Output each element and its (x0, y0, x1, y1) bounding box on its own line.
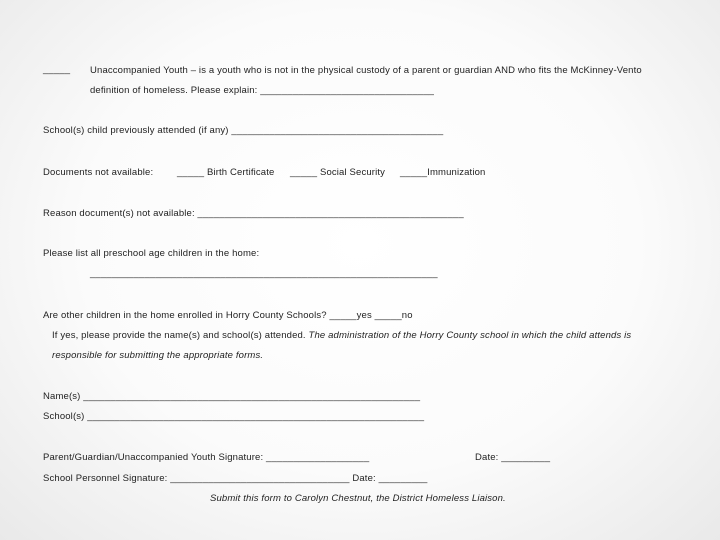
parent-signature-field[interactable]: Parent/Guardian/Unaccompanied Youth Signature: ___________________ (43, 452, 370, 463)
reason-field[interactable]: Reason document(s) not available: _________________________________________________ (43, 208, 464, 219)
enrolled-instructions-line2: responsible for submitting the appropriate forms. (52, 350, 264, 361)
enrolled-instructions-italic: The administration of the Horry County school in which the child attends is (308, 330, 632, 341)
social-security-option[interactable]: _____ Social Security (290, 167, 386, 178)
personnel-signature-field[interactable]: School Personnel Signature: _________________________________ Date: _________ (43, 473, 428, 484)
names-field[interactable]: Name(s) ______________________________________________________________ (43, 391, 421, 402)
submit-note: Submit this form to Carolyn Chestnut, the District Homeless Liaison. (210, 493, 506, 504)
immunization-option[interactable]: _____Immunization (400, 167, 486, 178)
parent-date-field[interactable]: Date: _________ (475, 452, 551, 463)
preschool-label: Please list all preschool age children in the home: (43, 248, 260, 259)
birth-certificate-option[interactable]: _____ Birth Certificate (177, 167, 275, 178)
documents-label: Documents not available: (43, 167, 154, 178)
enrolled-question[interactable]: Are other children in the home enrolled in Horry County Schools? _____yes _____no (43, 310, 413, 321)
unaccompanied-checkbox-blank[interactable]: _____ (43, 64, 71, 75)
schools-field[interactable]: School(s) ______________________________________________________________ (43, 411, 425, 422)
enrolled-instructions-line1 (52, 330, 631, 341)
preschool-field[interactable]: ________________________________________________________________ (90, 268, 438, 279)
enrolled-instructions-normal: If yes, please provide the name(s) and school(s) attended. (52, 330, 309, 341)
unaccompanied-definition-line1: Unaccompanied Youth – is a youth who is not in the physical custody of a parent or guardian AND who fits the McKinney-Vento (90, 65, 642, 76)
previous-school-field[interactable]: School(s) child previously attended (if any) _______________________________________ (43, 125, 444, 136)
unaccompanied-explain-field[interactable]: definition of homeless. Please explain: ________________________________ (90, 85, 435, 96)
